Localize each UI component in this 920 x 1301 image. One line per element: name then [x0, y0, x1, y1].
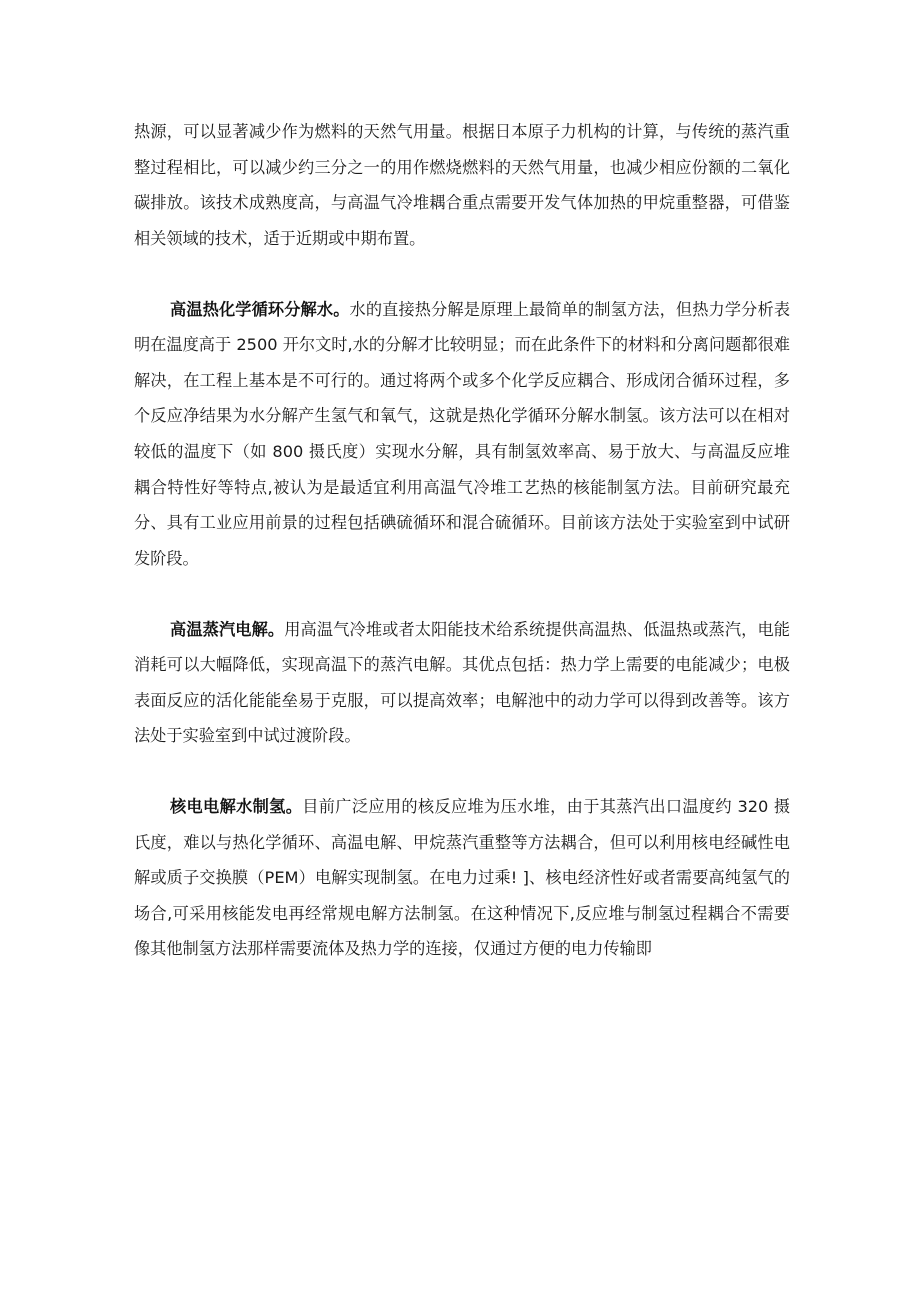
paragraph-steam-electrolysis — [134, 612, 790, 754]
document-body — [134, 114, 790, 1002]
paragraph-thermochemical-cycle — [134, 292, 790, 577]
paragraph-nuclear-electrolysis — [134, 789, 790, 967]
paragraph-text: 水的直接热分解是原理上最简单的制氢方法，但热力学分析表明在温度高于 2500 开尔文时,水的分解才比较明显；而在此条件下的材料和分离问题都很难解决，在工程上基本是不可行的。通过将两个或多个化学反应耦合、形成闭合循环过程，多个反应净结果为水分解产生氢气和氧气，这就是热化学循环分解水制氢。该方法可以在相对较低的温度下（如 800 摄氏度）实现水分解，具有制氢效率高、易于放大、与高温反应堆耦合特性好等特点,被认为是最适宜利用高温气冷堆工艺热的核能制氢方法。目前研究最充分、具有工业应用前景的过程包括碘硫循环和混合硫循环。目前该方法处于实验室到中试研发阶段。 — [134, 299, 791, 568]
paragraph-text: 用高温气冷堆或者太阳能技术给系统提供高温热、低温热或蒸汽，电能消耗可以大幅降低，实现高温下的蒸汽电解。其优点包括：热力学上需要的电能减少；电极表面反应的活化能能垒易于克服，可以提高效率；电解池中的动力学可以得到改善等。该方法处于实验室到中试过渡阶段。 — [134, 619, 790, 746]
paragraph-methane-reforming-continued — [134, 114, 790, 256]
paragraph-text: 热源，可以显著减少作为燃料的天然气用量。根据日本原子力机构的计算，与传统的蒸汽重整过程相比，可以减少约三分之一的用作燃烧燃料的天然气用量，也减少相应份额的二氧化碳排放。该技术成熟度高，与高温气冷堆耦合重点需要开发气体加热的甲烷重整器，可借鉴相关领域的技术，适于近期或中期布置。 — [134, 122, 790, 248]
paragraph-text: 目前广泛应用的核反应堆为压水堆，由于其蒸汽出口温度约 320 摄氏度，难以与热化学循环、高温电解、甲烷蒸汽重整等方法耦合，但可以利用核电经碱性电解或质子交换膜（PEM）电解实现制氢。在电力过乘! ]、核电经济性好或者需要高纯氢气的场合,可采用核能发电再经常规电解方法制氢。在这种情况下,反应堆与制氢过程耦合不需要像其他制氢方法那样需要流体及热力学的连接，仅通过方便的电力传输即 — [134, 797, 791, 959]
paragraph-lead-heading: 核电电解水制氢。 — [170, 797, 303, 817]
paragraph-lead-heading: 高温蒸汽电解。 — [170, 619, 285, 639]
paragraph-lead-heading: 高温热化学循环分解水。 — [170, 299, 350, 319]
